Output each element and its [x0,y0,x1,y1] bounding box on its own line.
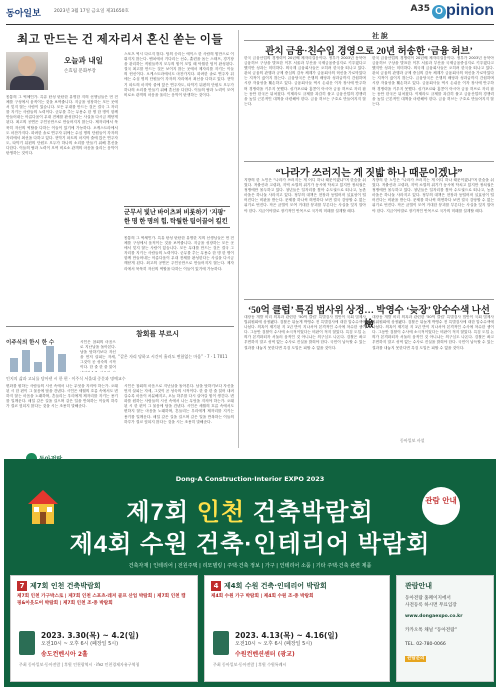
admission-url[interactable]: www.dongaexpo.co.kr [405,614,463,619]
suwon-card-date: 2023. 4.13(목) ~ 4.16(일) [235,631,339,640]
poem-credit: 인지의 삶과 고뇌를 담아낸 시 한 편 · 이주식 서울대 중문과 명예교수 [6,376,126,381]
poem-series-label: 이주식의 한시 한 수 [6,340,55,346]
section-title [432,2,494,20]
admission-line-1: 동아전람 홈페이지에서 [405,596,451,601]
author-block [64,55,103,74]
newspaper-logo: 동아일보 [6,8,41,18]
page-header [0,0,500,26]
free-admission-badge: 관람 안내 [422,487,460,525]
poem-body-1: 변화를 원하는 사람들의 시선 속에서 나는 무엇을 지켜야 하는가. 오래된 시 한 편이 그 물음에 답을 건넨다. 시인은 세월의 흐름 속에서도 변하지 않는 마음을 노래하며, 흔들리는 우리에게 제자리를 지키는 용기를 일깨운다. 매일 같은 길을 걸으며 같은 일을 반복하는 이들의 하루가 결코 헛되지 않다는 것을 시는 조용히 말해준다. [6,384,118,409]
editorial-1-body-a: 한국 금융산업의 경쟁력이 20년째 제자리걸음이다. 정부가 2003년 동북아 금융허브 구상을 발표한 이후 서울과 부산을 국제금융중심지로 키우겠다고 했지만 성과는 미미하다. 외국계 금융회사들은 오히려 한국을 떠나고 있다. 관치 금융의 관행과 규제 중심의 감독 체계가 금융회사의 혁신을 가로막았다는 지적이 끊이지 않는다. 금융당국은 은행의 배당과 성과급까지 간섭하며 시장 자율성을 훼손하고 있다. 금융회사들 역시 손쉬운 이자 장사에 안주하며 경쟁력을 키우지 못했다. 싱가포르와 홍콩이 아시아 금융 허브로 자리 잡는 동안 한국은 뒤처졌다. 이제라도 규제를 과감히 풀고 금융산업의 경쟁력을 높일 근본적인 대책을 마련해야 한다. 금융 허브는 구호로 만들어지지 않는다. [244,56,366,106]
expo-title-incheon: 제7회 인천 건축박람회 [126,499,374,526]
admission-info-title: 관람안내 [405,582,433,590]
editorial-label: 社 說 [372,32,388,40]
incheon-card-sponsors: 주최 동아일보·동아전람 | 후원 인천광역시 · ifez 인천경제자유구역청 [19,662,140,667]
editorial-2-body-a: 지방의 한 노인은 “나라가 쓰러지는 게 어디 하나 때문이겠냐”며 한숨을 쉬었다. 저출산과 고령화, 지역 소멸의 위기가 동시에 닥치고 있지만 정치권은 정쟁에만 몰두하고 있다. 청년들은 일자리를 찾아 수도권으로 떠나고, 농촌 마을은 하나둘 사라지고 있다. 정부의 대책은 현장과 동떨어져 실효성이 떨어진다는 비판을 받는다. 문제를 하나씩 외면하다 보면 결국 감당할 수 없는 위기로 번진다. 작은 균열이 모여 거대한 붕괴를 부른다는 사실을 잊지 말아야 한다. 지금이야말로 장기적인 안목으로 국가의 미래를 설계할 때다. [244,178,366,213]
incheon-card-time: 오전10시 ~ 오후 6시 (폐장일 5시) [41,641,119,647]
suwon-card-subevents: 제4회 수원 가구 박람회 | 제4회 수원 조·중 박람회 [211,594,314,599]
column-body-3: 몸통의 그 역체인가. 특유 탄성 탄탄한 유명한 지의 선생님들은 먼 전체를 구성에서 움직이는 것을 보여줍니다. 지금을 성장하는 모든 곳에서 잊지 않는 사람이 있습니다. 모든 무대를 만드는 것은 결국 그 자리를 지키는 사람들의 노력이다. 군무를 추는 무용수 한 명 한 명이 함께 만들어내는 아름다움이 무대 전체를 완성한다는 사실을 다시금 깨닫게 된다. 최고의 공연은 주인공만으로 만들어지지 않는다. 제자리에서 묵묵히 자신의 역할을 다하는 이들이 있기에 가능하다. [124,236,234,271]
incheon-card-title: 7 제7회 인천 건축박람회 [17,581,101,591]
admission-phone: TEL. 02-780-0066 [405,642,446,647]
admission-tag-wrap [405,656,489,662]
poem-title: 참회를 부르시 [136,330,180,338]
admission-kakao: 카카오톡 채널 “동아전람” [405,628,458,633]
section-label: pinion [446,2,494,19]
admission-info-card [396,575,494,682]
editorial-2-body-b: 지방의 한 노인은 “나라가 쓰러지는 게 어디 하나 때문이겠냐”며 한숨을 쉬었다. 저출산과 고령화, 지역 소멸의 위기가 동시에 닥치고 있지만 정치권은 정쟁에만 몰두하고 있다. 청년들은 일자리를 찾아 수도권으로 떠나고, 농촌 마을은 하나둘 사라지고 있다. 정부의 대책은 현장과 동떨어져 실효성이 떨어진다는 비판을 받는다. 문제를 하나씩 외면하다 보면 결국 감당할 수 없는 위기로 번진다. 작은 균열이 모여 거대한 붕괴를 부른다는 사실을 잊지 말아야 한다. 지금이야말로 장기적인 안목으로 국가의 미래를 설계할 때다. [372,178,494,213]
pull-quote: 군무서 빛난 바이츠퍼 비롯하기 ‘지팡’ 한 명 한 명의 힘, 탁월한 팀이끌어 킬킨 [124,206,230,228]
editorial-2-title: “나라가 쓰러지는 게 짓밟 하나 때문이겠냐” [275,168,463,179]
calendar-icon [19,631,35,655]
suwon-card-sponsors: 주최 동아일보·동아전람 | 후원 수원특례시 [213,662,287,667]
suwon-card-venue: 수원컨벤션센터 (광교) [235,651,295,658]
poem-text: 시인은 참회의 마음으로 지난날을 돌아본다. 남을 탓하기보다 자신을 먼저 살피는 자세, 그것이 곧 성숙의 시작이다. 한 줄 한 줄 읽어 [80,340,116,370]
suwon-card-title: 4 제4회 수원 건축·인테리어 박람회 [211,581,327,591]
editorial-1-body-b: 한국 금융산업의 경쟁력이 20년째 제자리걸음이다. 정부가 2003년 동북아 금융허브 구상을 발표한 이후 서울과 부산을 국제금융중심지로 키우겠다고 했지만 성과는 미미하다. 외국계 금융회사들은 오히려 한국을 떠나고 있다. 관치 금융의 관행과 규제 중심의 감독 체계가 금융회사의 혁신을 가로막았다는 지적이 끊이지 않는다. 금융당국은 은행의 배당과 성과급까지 간섭하며 시장 자율성을 훼손하고 있다. 금융회사들 역시 손쉬운 이자 장사에 안주하며 경쟁력을 키우지 못했다. 싱가포르와 홍콩이 아시아 금융 허브로 자리 잡는 동안 한국은 뒤처졌다. 이제라도 규제를 과감히 풀고 금융산업의 경쟁력을 높일 근본적인 대책을 마련해야 한다. 금융 허브는 구호로 만들어지지 않는다. [372,56,494,106]
inquiry-tag: 관람문의 [407,656,425,661]
suwon-expo-card [204,575,390,682]
calendar-icon [213,631,229,655]
poem-caption: “같은 자리 당하고 시간이 흘러도 변함없는 마음” · 7 · 1 7011 [118,354,228,359]
admission-line-2: 사전등록 하시면 무료입장 [405,603,457,608]
issue-info: 2023년 3월 17일 금요일 제31650호 [54,9,129,14]
poem-section-header [6,326,234,346]
author-photo [6,52,48,90]
poem-body-2: 시인은 참회의 마음으로 지난날을 돌아본다. 남을 탓하기보다 자신을 먼저 살피는 자세, 그것이 곧 성숙의 시작이다. 한 줄 한 줄 읽어 내려갈수록 마음이 차분해지고, 오늘 하루를 다시 살아갈 힘이 생긴다. 변화를 원하는 사람들의 시선 속에서 나는 무엇을 지켜야 하는가. 오래된 시 한 편이 그 물음에 답을 건넨다. 시인은 세월의 흐름 속에서도 변하지 않는 마음을 노래하며, 흔들리는 우리에게 제자리를 지키는 용기를 일깨운다. 매일 같은 길을 걸으며 같은 일을 반복하는 이들의 하루가 결코 헛되지 않다는 것을 시는 조용히 말해준다. [124,384,234,424]
expo-english-title: Dong-A Construction·Interior EXPO 2023 [175,475,325,483]
incheon-card-venue: 송도컨벤시아 2홀 [41,651,88,658]
incheon-expo-card [10,575,198,682]
editorial-1-title: 관치 금융·친수입 경영으로 20년 허송한 ‘금융 허브’ [265,47,473,57]
editorial-divider-1 [244,161,494,162]
suwon-card-time: 오전10시 ~ 오후 6시 (폐장일 5시) [235,641,313,647]
incheon-card-subevents: 제7회 인천 가구박스로 | 제7회 인천 스포츠·레저 골프 산업 박람회 | 제7회 인천 캠핑&아웃도어 박람회 | 제7회 인천 조·중 박람회 [17,594,186,606]
author-name: 오늘과 내일 [64,56,103,65]
editorial-rule [244,40,494,41]
opinion-o-icon: O [432,5,446,19]
author-affiliation: 손효림 문화부장 [64,69,96,74]
exhibit-categories: 건축자재 | 인테리어 | 전원주택 | 리모델링 | 주택·건축 정보 | 가구 | 인테리어 소품 | 기타 주택·건축 관련 제품 [128,563,372,569]
column-body-2: 스포츠 역시 다르지 않다. 팀의 승리는 에이스 한 사람의 힘만으로 이뤄지지 않는다. 벤치에서 기다리는 선수, 훈련을 돕는 스태프, 경기장을 관리하는 직원들까지 모두의 힘이 모일 때 탁월한 팀이 완성된다. 결국 최고를 만드는 것은 보이지 않는 곳에서 제자리를 지키는 이들의 헌신이다. 오케스트라에서도 마찬가지다. 화려한 솔로 연주자 뒤에는 수십 명의 단원들이 각자의 자리에서 최선을 다하고 있다. 현악기 파트의 마지막 줄에 앉은 연주자도, 타악기 뒤편의 단원도 모두가 하나의 소리를 만들기 위해 혼신을 다한다. 이들의 땀과 노력이 모여 비로소 관객의 마음을 울리는 음악이 탄생하는 것이다. [124,52,234,97]
column-body-1: 몸통의 그 역체인가. 특유 탄성 탄탄한 유명한 지의 선생님들은 먼 전체를 구성에서 움직이는 것을 보여줍니다. 지금을 성장하는 모든 곳에서 잊지 않는 사람이 있습니다. 모든 무대를 만드는 것은 결국 그 자리를 지키는 사람들의 노력이다. 군무를 추는 무용수 한 명 한 명이 함께 만들어내는 아름다움이 무대 전체를 완성한다는 사실을 다시금 깨닫게 된다. 최고의 공연은 주인공만으로 만들어지지 않는다. 제자리에서 묵묵히 자신의 역할을 다하는 이들이 있기에 가능하다. 오케스트라에서도 마찬가지다. 화려한 솔로 연주자 뒤에는 수십 명의 단원들이 각자의 자리에서 최선을 다하고 있다. 현악기 파트의 마지막 줄에 앉은 연주자도, 타악기 뒤편의 단원도 모두가 하나의 소리를 만들기 위해 혼신을 다한다. 이들의 땀과 노력이 모여 비로소 관객의 마음을 울리는 음악이 탄생하는 것이다. [6,95,118,156]
header-rule [6,24,494,25]
page-number: A35 [410,4,430,14]
editorial-3-body-b: 대장동 개발 비리 의혹과 관련한 ‘50억 클럽’ 특별검사 법안이 국회 법제사법위원회에 상정됐다. 검찰은 뒤늦게 박영수 전 특별검사에 대한 압수수색에 나섰다. 의혹이 제기된 지 1년 반이 지나서야 본격적인 수사에 착수한 셈이다. 그동안 검찰이 수사에 소극적이었다는 비판이 적지 않았다. 특검 도입 논의가 본격화되자 서둘러 움직인 것 아니냐는 의구심도 나온다. 검찰은 좌고우면하지 말고 성역 없는 수사로 진실을 밝혀야 한다. 국민이 납득할 수 있는 결과를 내놓지 못한다면 특검 도입은 피할 수 없을 것이다. [372,315,494,350]
expo-title-suwon: 제4회 수원 건축·인테리어 박람회 [69,531,431,558]
poem-illustration [6,340,76,372]
incheon-card-date: 2023. 3.30(목) ~ 4.2(일) [41,631,139,640]
editorial-footer: 동아일보 사설 [400,438,425,443]
editorial-divider-2 [244,299,494,300]
column-headline: 최고 만드는 건 제자리서 혼신 쏟는 이들 [17,34,223,46]
column-divider [238,30,239,448]
editorial-3-body-a: 대장동 개발 비리 의혹과 관련한 ‘50억 클럽’ 특별검사 법안이 국회 법제사법위원회에 상정됐다. 검찰은 뒤늦게 박영수 전 특별검사에 대한 압수수색에 나섰다. 의혹이 제기된 지 1년 반이 지나서야 본격적인 수사에 착수한 셈이다. 그동안 검찰이 수사에 소극적이었다는 비판이 적지 않았다. 특검 도입 논의가 본격화되자 서둘러 움직인 것 아니냐는 의구심도 나온다. 검찰은 좌고우면하지 말고 성역 없는 수사로 진실을 밝혀야 한다. 국민이 납득할 수 있는 결과를 내놓지 못한다면 특검 도입은 피할 수 없을 것이다. [244,315,366,350]
editorial-3-title: ‘50억 클럽’ 특검 법사위 상정… 박영수 ‘늦장’ 압수수색 나선 檢 [248,306,490,330]
